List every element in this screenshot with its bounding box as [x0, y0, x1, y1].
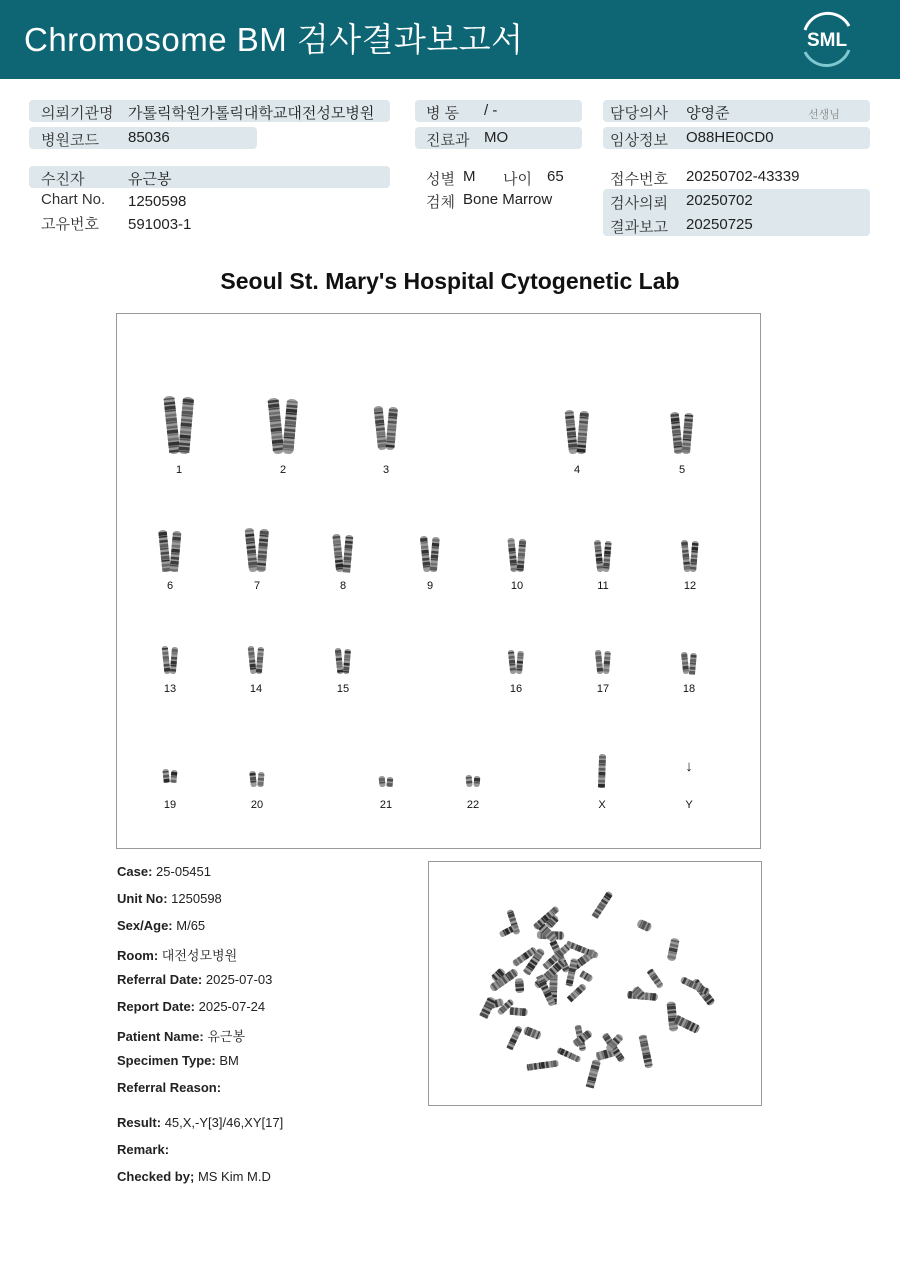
receipt-no-value: 20250702-43339 — [686, 168, 800, 185]
chromosome-pair-15 — [335, 648, 351, 674]
chromosome-pair-22 — [465, 775, 480, 788]
chromosome-label-15: 15 — [336, 683, 350, 695]
report-date-value: 2025-07-24 — [198, 999, 266, 1014]
institution-label: 의뢰기관명 — [41, 105, 114, 122]
metaphase-chromosome — [499, 925, 516, 938]
metaphase-chromosome — [506, 1025, 523, 1050]
chromosome-pair-6 — [158, 530, 181, 573]
chromosome-pair-7 — [245, 528, 269, 573]
chromosome-label-4: 4 — [573, 464, 581, 476]
chromosome-label-X: X — [598, 799, 606, 811]
metaphase-chromosome — [680, 976, 711, 996]
karyogram-panel — [116, 313, 761, 849]
logo-text: SML — [806, 30, 848, 51]
chromosome-label-10: 10 — [510, 580, 524, 592]
chromosome-label-21: 21 — [379, 799, 393, 811]
chromosome-label-6: 6 — [166, 580, 174, 592]
specimen-label: 검체 — [426, 194, 455, 211]
chromosome-label-14: 14 — [249, 683, 263, 695]
metaphase-chromosome — [647, 968, 664, 989]
chromosome-pair-9 — [420, 536, 440, 573]
metaphase-chromosome — [526, 1060, 559, 1071]
case-value: 25-05451 — [156, 864, 211, 879]
patient-name-line: Patient Name: 유근봉 — [117, 1029, 246, 1044]
chromosome-pair-14 — [248, 646, 264, 674]
missing-y-arrow-icon: ↓ — [685, 758, 693, 775]
specimen-type-line: Specimen Type: BM — [117, 1053, 239, 1068]
chromosome-pair-12 — [681, 540, 699, 572]
chromosome-label-18: 18 — [682, 683, 696, 695]
case-line: Case: 25-05451 — [117, 864, 211, 879]
report-title: Chromosome BM 검사결과보고서 — [24, 21, 524, 58]
request-date-label: 검사의뢰 — [610, 195, 668, 212]
chromosome-label-22: 22 — [466, 799, 480, 811]
checked-line: Checked by; MS Kim M.D — [117, 1169, 271, 1184]
chromosome-label-17: 17 — [596, 683, 610, 695]
chromosome-label-8: 8 — [339, 580, 347, 592]
report-date-label: 결과보고 — [610, 219, 668, 236]
result-value: 45,X,-Y[3]/46,XY[17] — [164, 1115, 284, 1130]
chromosome-label-11: 11 — [597, 580, 609, 592]
metaphase-chromosome — [592, 890, 614, 918]
sexage-line: Sex/Age: M/65 — [117, 918, 206, 933]
doctor-value: 양영준 — [686, 105, 730, 122]
chromosome-label-5: 5 — [678, 464, 686, 476]
ward-value: / - — [484, 102, 498, 119]
age-value: 65 — [547, 168, 564, 185]
patient-name-value: 유근봉 — [207, 1029, 246, 1044]
unique-no-value: 591003-1 — [128, 216, 192, 233]
sexage-value: M/65 — [176, 918, 206, 933]
referral-date-line: Referral Date: 2025-07-03 — [117, 972, 273, 987]
metaphase-chromosome — [565, 958, 578, 987]
clinical-info-label: 임상정보 — [610, 132, 668, 149]
unique-no-label: 고유번호 — [41, 216, 99, 233]
metaphase-chromosome — [636, 919, 653, 933]
report-date-line: Report Date: 2025-07-24 — [117, 999, 266, 1014]
metaphase-chromosome — [515, 978, 525, 993]
request-date-value: 20250702 — [686, 192, 753, 209]
chromosome-pair-18 — [681, 652, 697, 675]
metaphase-chromosome — [667, 938, 680, 962]
chromosome-pair-16 — [508, 650, 524, 674]
chromosome-pair-10 — [507, 538, 526, 573]
chromosome-label-Y: Y — [685, 799, 693, 811]
chromosome-pair-17 — [595, 650, 611, 674]
chromosome-pair-2 — [267, 398, 298, 455]
referral-reason-line: Referral Reason: — [117, 1080, 222, 1095]
chromosome-pair-19 — [162, 769, 177, 784]
specimen-type-value: BM — [219, 1053, 239, 1068]
chromosome-label-19: 19 — [163, 799, 177, 811]
doctor-label: 담당의사 — [610, 105, 668, 122]
chromosome-pair-21 — [379, 776, 394, 788]
specimen-value: Bone Marrow — [463, 191, 553, 208]
chromosome-label-12: 12 — [683, 580, 697, 592]
chart-no-label: Chart No. — [41, 191, 106, 208]
receipt-no-label: 접수번호 — [610, 171, 668, 188]
remark-line: Remark: — [117, 1142, 170, 1157]
department-label: 진료과 — [426, 132, 470, 149]
unit-value: 1250598 — [171, 891, 222, 906]
institution-value: 가톨릭학원가톨릭대학교대전성모병원 — [128, 105, 375, 122]
karyogram-image — [117, 314, 760, 848]
examinee-label: 수진자 — [41, 171, 85, 188]
chromosome-pair-4 — [565, 410, 589, 455]
checked-value: MS Kim M.D — [197, 1169, 271, 1184]
chromosome-pair-5 — [670, 412, 693, 455]
examinee-value: 유근봉 — [128, 171, 172, 188]
metaphase-chromosome — [674, 1015, 701, 1034]
chromosome-pair-X — [598, 754, 606, 788]
hospital-code-value: 85036 — [128, 129, 170, 146]
chromosome-pair-11 — [594, 540, 612, 572]
ward-label: 병 동 — [426, 105, 460, 122]
metaphase-chromosome — [523, 1026, 542, 1040]
metaphase-chromosome — [579, 970, 593, 983]
chromosome-label-20: 20 — [250, 799, 264, 811]
metaphase-chromosome — [556, 1047, 581, 1063]
chromosome-label-3: 3 — [382, 464, 390, 476]
chromosome-label-9: 9 — [426, 580, 434, 592]
clinical-info-value: O88HE0CD0 — [686, 129, 774, 146]
metaphase-chromosome — [509, 1007, 528, 1016]
metaphase-chromosome — [639, 1034, 654, 1069]
result-line: Result: 45,X,-Y[3]/46,XY[17] — [117, 1115, 284, 1130]
metaphase-chromosome — [586, 1059, 601, 1089]
unit-line: Unit No: 1250598 — [117, 891, 222, 906]
metaphase-image — [429, 862, 761, 1105]
room-line: Room: 대전성모병원 — [117, 948, 238, 963]
sml-logo — [797, 10, 857, 68]
metaphase-panel — [428, 861, 762, 1106]
chromosome-label-1: 1 — [175, 464, 183, 476]
metaphase-chromosome — [566, 941, 599, 959]
referral-date-value: 2025-07-03 — [205, 972, 273, 987]
chromosome-label-16: 16 — [509, 683, 523, 695]
chromosome-label-13: 13 — [163, 683, 177, 695]
metaphase-chromosome — [666, 1001, 678, 1031]
room-value: 대전성모병원 — [161, 948, 238, 963]
lab-title: Seoul St. Mary's Hospital Cytogenetic Lab — [220, 268, 680, 294]
chart-no-value: 1250598 — [128, 193, 187, 210]
report-date-value: 20250725 — [686, 216, 753, 233]
sex-value: M — [463, 168, 476, 185]
sex-label: 성별 — [426, 171, 455, 188]
chromosome-pair-1 — [163, 396, 194, 455]
hospital-code-label: 병원코드 — [41, 132, 99, 149]
department-value: MO — [484, 129, 509, 146]
age-label: 나이 — [503, 171, 532, 188]
chromosome-pair-13 — [162, 646, 178, 674]
chromosome-label-2: 2 — [279, 464, 287, 476]
chromosome-pair-20 — [249, 771, 264, 788]
chromosome-pair-8 — [332, 534, 353, 573]
chromosome-pair-3 — [374, 406, 398, 451]
report-header — [0, 0, 900, 79]
chromosome-label-7: 7 — [253, 580, 261, 592]
doctor-suffix: 선생님 — [808, 109, 840, 121]
